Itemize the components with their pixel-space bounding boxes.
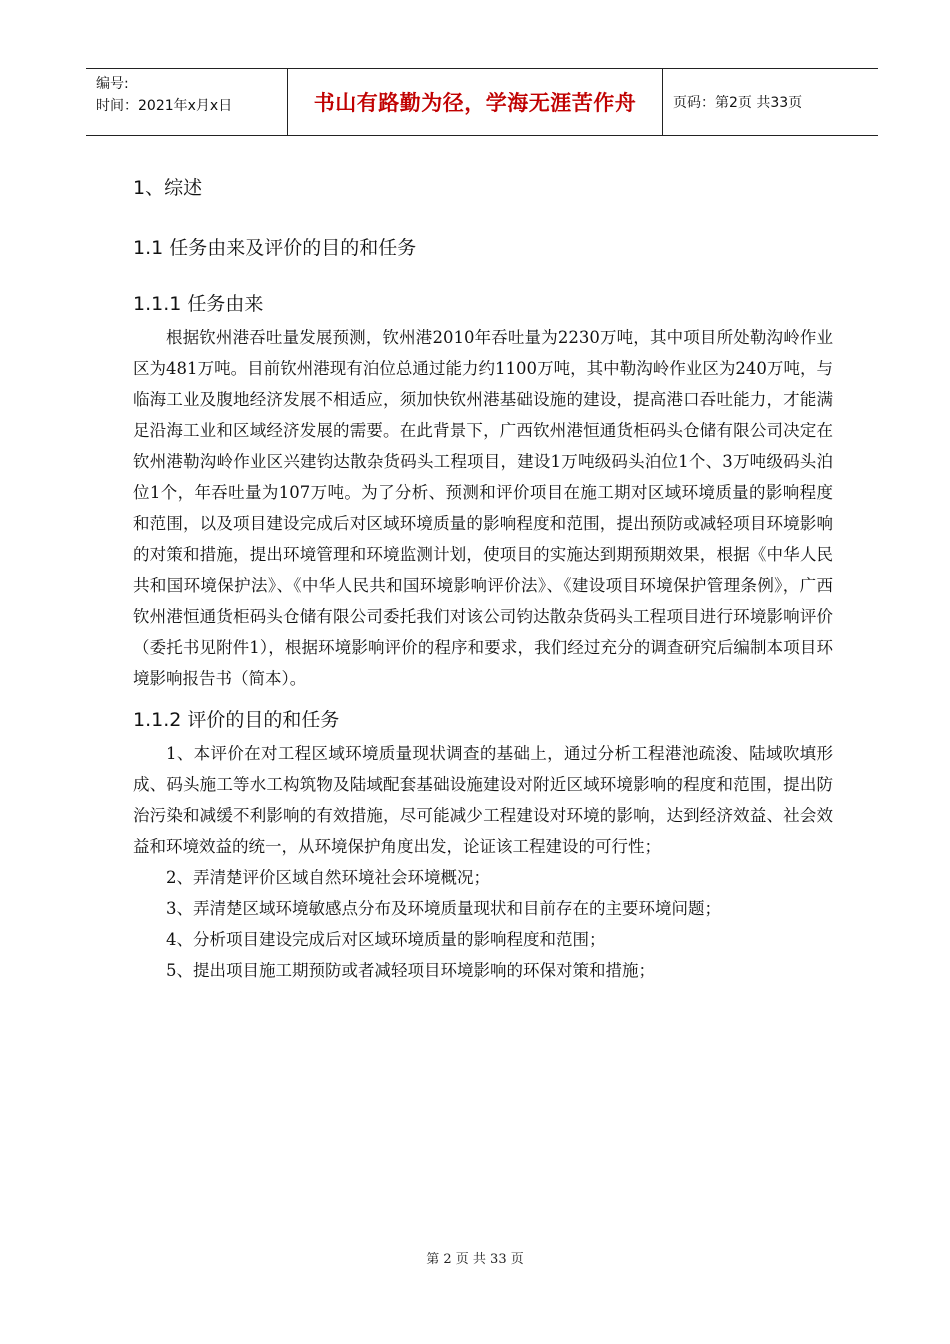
list-item: 1、本评价在对工程区域环境质量现状调查的基础上，通过分析工程港池疏浚、陆域吹填形成、码头施工等水工构筑物及陆域配套基础设施建设对附近区域环境影响的程度和范围，提出防治污染和减缓不利影响的有效措施，尽可能减少工程建设对环境的影响，达到经济效益、社会效益和环境效益的统一，从环境保护角度出发，论证该工程建设的可行性； [133, 744, 833, 856]
heading-1-1-1: 1.1.1 任务由来 [133, 293, 264, 315]
header-meta [86, 69, 288, 135]
list-item: 3、弄清楚区域环境敏感点分布及环境质量现状和目前存在的主要环境问题； [166, 899, 721, 918]
list-item: 5、提出项目施工期预防或者减轻项目环境影响的环保对策和措施； [166, 961, 655, 980]
list-item: 2、弄清楚评价区域自然环境社会环境概况； [166, 868, 490, 887]
page-header [86, 68, 878, 136]
heading-1-1-2: 1.1.2 评价的目的和任务 [133, 709, 340, 731]
header-motto: 书山有路勤为径，学海无涯苦作舟 [288, 69, 663, 135]
list-item: 4、分析项目建设完成后对区域环境质量的影响程度和范围； [166, 930, 606, 949]
heading-1: 1、综述 [133, 177, 203, 199]
header-page-label: 页码：第2页 共33页 [673, 95, 803, 111]
document-body [133, 160, 833, 986]
number-label: 编号: [96, 76, 129, 92]
heading-1-1: 1.1 任务由来及评价的目的和任务 [133, 237, 417, 259]
page-footer: 第 2 页 共 33 页 [426, 1252, 524, 1267]
time-label: 时间：2021年x月x日 [96, 98, 233, 114]
paragraph-origin: 根据钦州港吞吐量发展预测，钦州港2010年吞吐量为2230万吨，其中项目所处勒沟岭作业区为481万吨。目前钦州港现有泊位总通过能力约1100万吨，其中勒沟岭作业区为240万吨，与临海工业及腹地经济发展不相适应，须加快钦州港基础设施的建设，提高港口吞吐能力，才能满足沿海工业和区域经济发展的需要。在此背景下，广西钦州港恒通货柜码头仓储有限公司决定在钦州港勒沟岭作业区兴建钧达散杂货码头工程项目，建设1万吨级码头泊位1个、3万吨级码头泊位1个，年吞吐量为107万吨。为了分析、预测和评价项目在施工期对区域环境质量的影响程度和范围，以及项目建设完成后对区域环境质量的影响程度和范围，提出预防或减轻项目环境影响的对策和措施，提出环境管理和环境监测计划，使项目的实施达到期预期效果，根据《中华人民共和国环境保护法》、《中华人民共和国环境影响评价法》、《建设项目环境保护管理条例》，广西钦州港恒通货柜码头仓储有限公司委托我们对该公司钧达散杂货码头工程项目进行环境影响评价（委托书见附件1），根据环境影响评价的程序和要求，我们经过充分的调查研究后编制本项目环境影响报告书（简本）。 [133, 328, 833, 688]
